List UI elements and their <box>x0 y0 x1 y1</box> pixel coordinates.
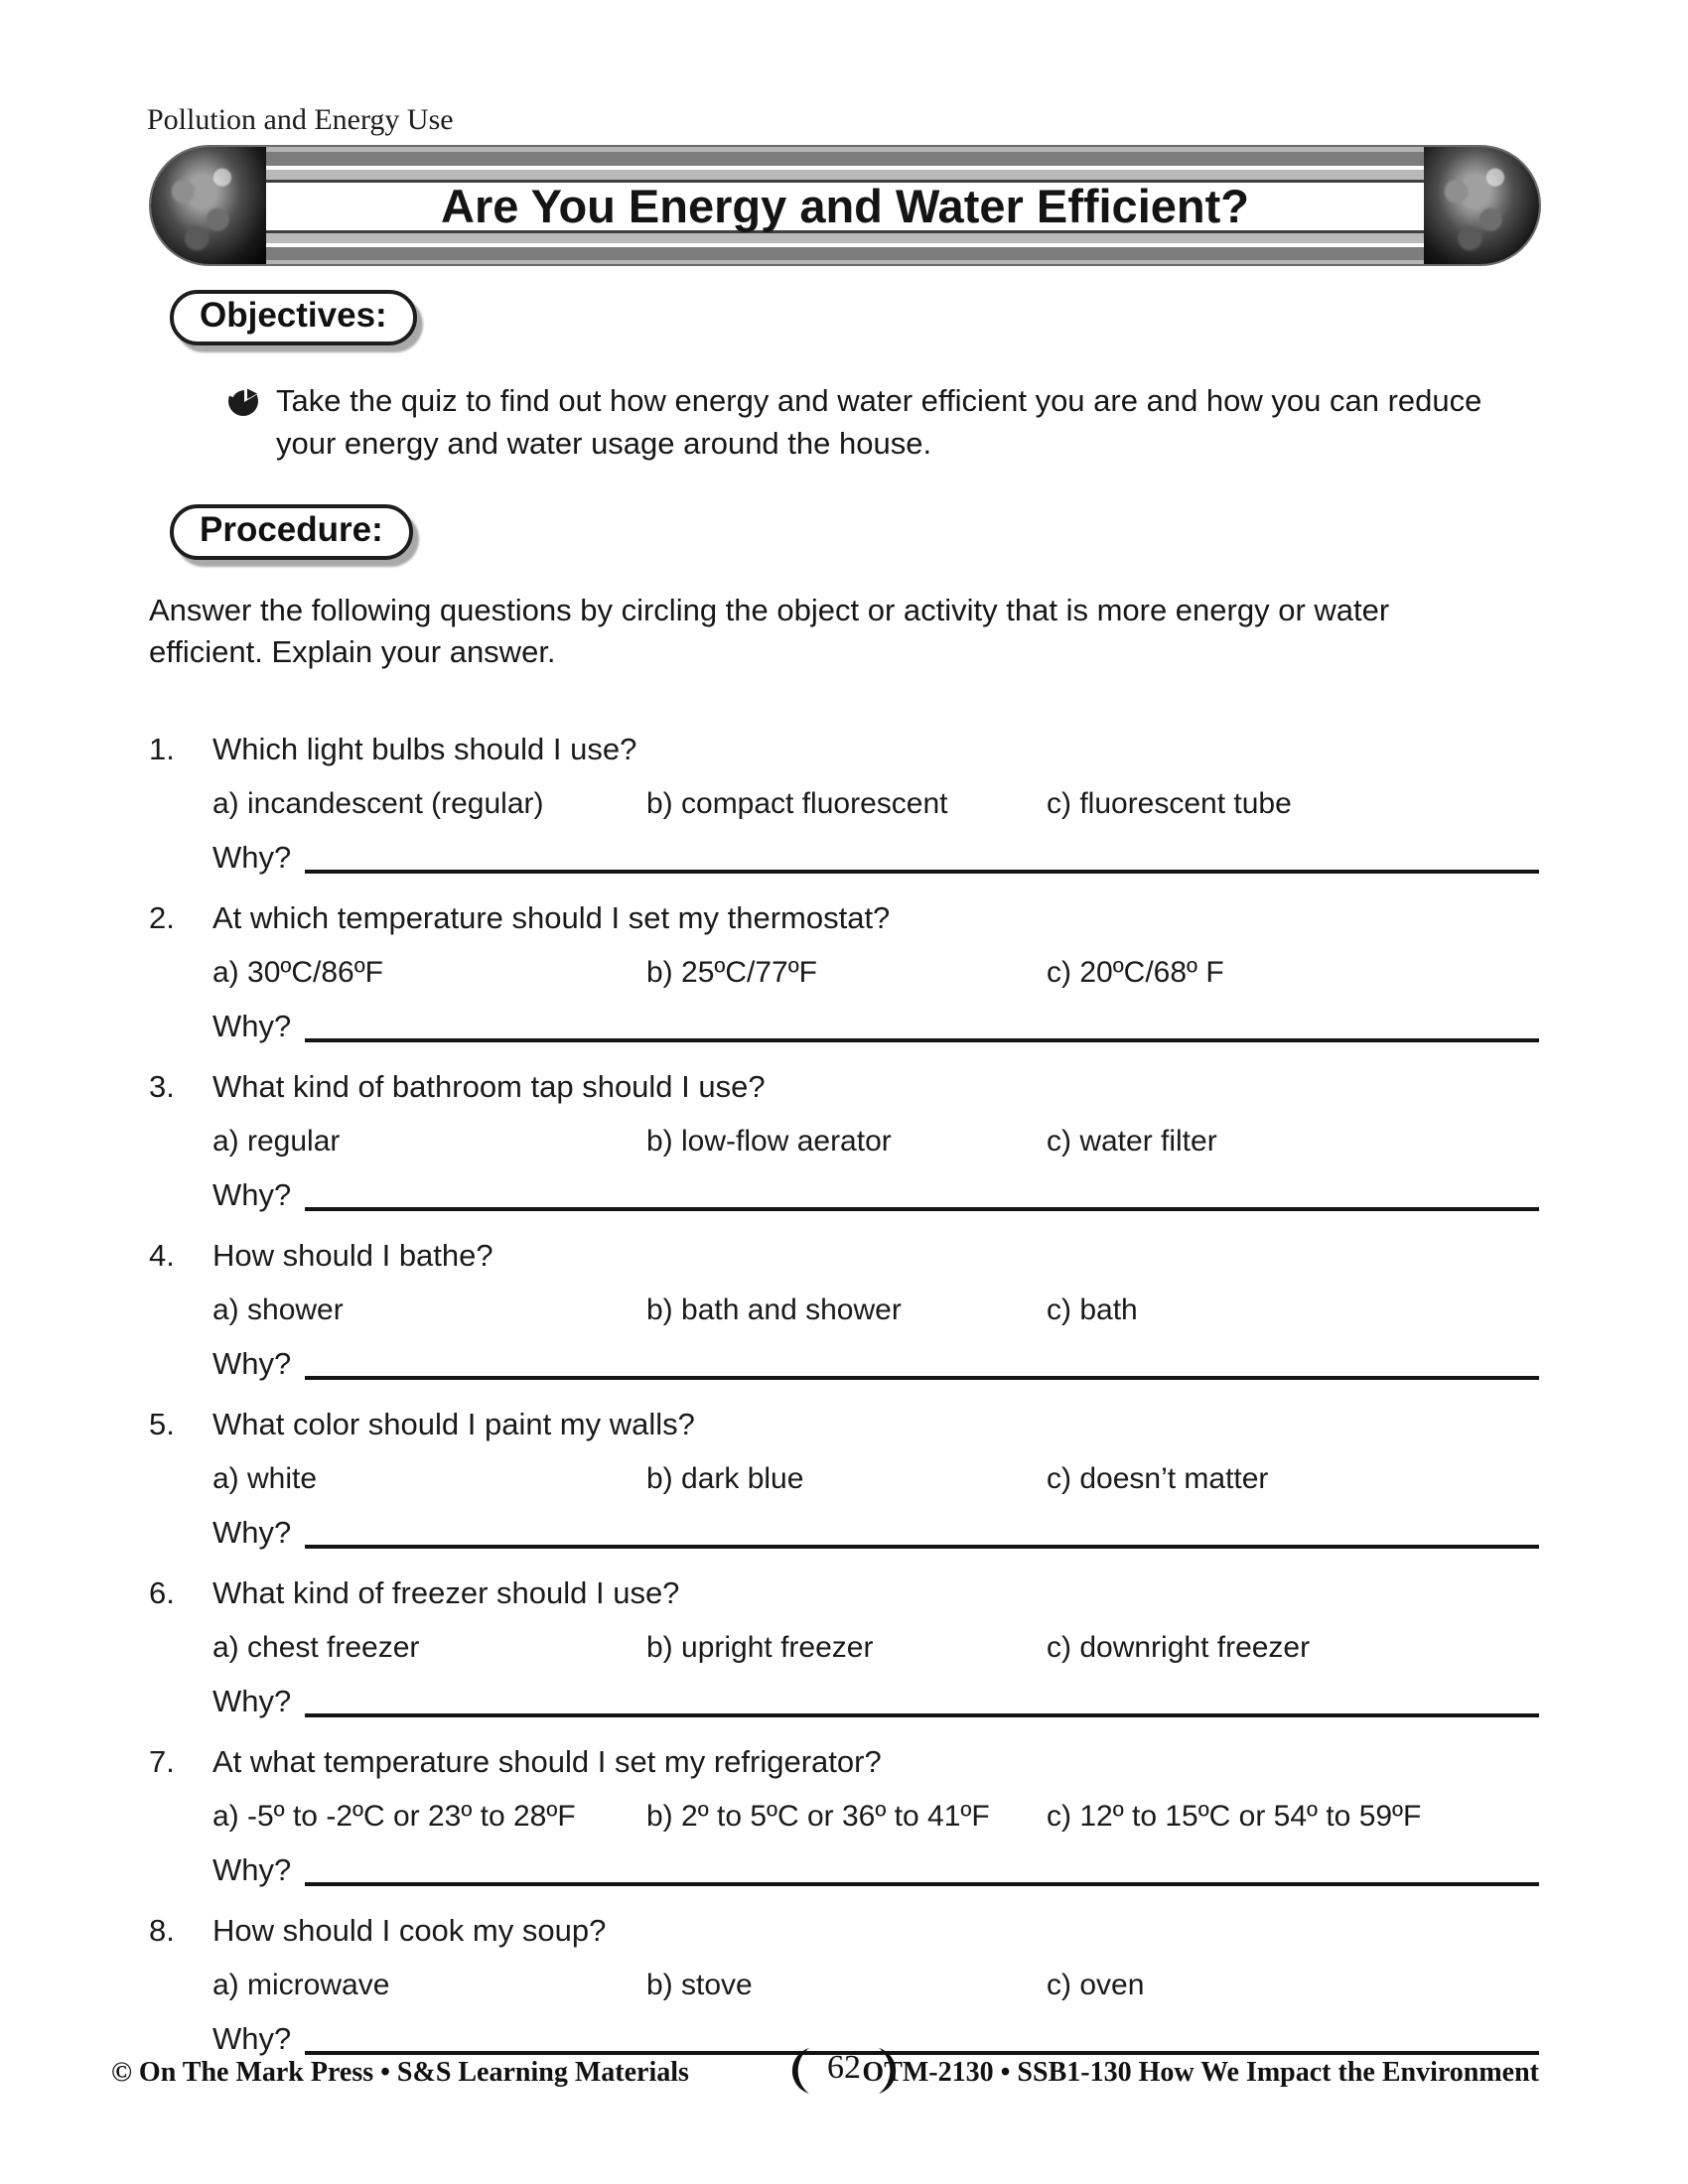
answer-line <box>305 1544 1539 1549</box>
option-c: c) doesn’t matter <box>1047 1462 1269 1495</box>
why-label: Why? <box>212 840 292 875</box>
option-b: b) bath and shower <box>646 1294 902 1326</box>
product-code: OTM-2130 • SSB1-130 How We Impact the Environment <box>862 2057 1539 2088</box>
question-text: What color should I paint my walls? <box>212 1407 695 1441</box>
question-text: At what temperature should I set my refrigerator? <box>212 1744 882 1779</box>
unit-label: Pollution and Energy Use <box>147 103 454 136</box>
questions-list <box>149 729 1539 2062</box>
objectives-heading: Objectives: <box>170 290 417 345</box>
page-number: 62 <box>827 2049 861 2086</box>
page-title: Are You Energy and Water Efficient? <box>441 179 1249 232</box>
publisher-credit: © On The Mark Press • S&S Learning Materials <box>111 2057 689 2088</box>
question-number: 6. <box>149 1575 175 1610</box>
why-label: Why? <box>212 1177 292 1212</box>
question-text: At which temperature should I set my thermostat? <box>212 900 891 935</box>
procedure-heading: Procedure: <box>170 504 413 560</box>
why-label: Why? <box>212 1515 292 1550</box>
question-number: 7. <box>149 1744 175 1779</box>
option-b: b) 25ºC/77ºF <box>646 956 817 989</box>
question-number: 3. <box>149 1069 175 1104</box>
option-c: c) 12º to 15ºC or 54º to 59ºF <box>1047 1800 1422 1833</box>
why-label: Why? <box>212 1684 292 1718</box>
option-c: c) water filter <box>1047 1125 1217 1158</box>
option-c: c) downright freezer <box>1047 1631 1311 1664</box>
question-number: 1. <box>149 732 175 766</box>
answer-line <box>305 1375 1539 1380</box>
option-b: b) dark blue <box>646 1462 804 1495</box>
page-footer <box>0 2041 1688 2093</box>
option-b: b) 2º to 5ºC or 36º to 41ºF <box>646 1800 990 1833</box>
option-b: b) low-flow aerator <box>646 1125 892 1158</box>
question-block <box>149 1910 1539 2062</box>
answer-line <box>305 1037 1539 1042</box>
option-a: a) regular <box>212 1125 341 1158</box>
question-text: What kind of freezer should I use? <box>212 1575 680 1610</box>
question-block <box>149 1235 1539 1387</box>
why-label: Why? <box>212 1852 292 1887</box>
question-block <box>149 729 1539 881</box>
option-c: c) bath <box>1047 1294 1138 1326</box>
why-label: Why? <box>212 1009 292 1043</box>
procedure-intro: Answer the following questions by circling the object or activity that is more energy or water efficient. Explain your answer. <box>149 593 1390 669</box>
title-banner <box>149 145 1541 266</box>
earth-photo-right-icon <box>1424 147 1539 264</box>
question-number: 8. <box>149 1913 175 1948</box>
answer-line <box>305 1881 1539 1886</box>
option-a: a) white <box>212 1462 318 1495</box>
option-c: c) oven <box>1047 1969 1145 2001</box>
option-a: a) incandescent (regular) <box>212 787 544 820</box>
why-label: Why? <box>212 1346 292 1381</box>
page-marker-left-icon <box>785 2045 815 2097</box>
answer-line <box>305 869 1539 874</box>
option-a: a) 30ºC/86ºF <box>212 956 383 989</box>
option-b: b) stove <box>646 1969 753 2001</box>
circular-arrow-icon <box>226 384 260 423</box>
answer-line <box>305 1712 1539 1717</box>
option-b: b) compact fluorescent <box>646 787 948 820</box>
why-label: Why? <box>212 2021 292 2056</box>
earth-photo-left-icon <box>151 147 266 264</box>
question-block <box>149 1066 1539 1218</box>
question-block <box>149 1741 1539 1893</box>
option-c: c) fluorescent tube <box>1047 787 1292 820</box>
question-block <box>149 1572 1539 1724</box>
option-a: a) shower <box>212 1294 344 1326</box>
question-text: How should I cook my soup? <box>212 1913 607 1948</box>
question-number: 4. <box>149 1238 175 1273</box>
question-text: Which light bulbs should I use? <box>212 732 637 766</box>
question-block <box>149 1404 1539 1556</box>
option-a: a) microwave <box>212 1969 390 2001</box>
objective-text: Take the quiz to find out how energy and water efficient you are and how you can reduce your energy and water usage around the house. <box>276 383 1482 461</box>
option-b: b) upright freezer <box>646 1631 874 1664</box>
option-c: c) 20ºC/68º F <box>1047 956 1224 989</box>
question-block <box>149 897 1539 1049</box>
question-number: 5. <box>149 1407 175 1441</box>
option-a: a) chest freezer <box>212 1631 420 1664</box>
worksheet-content <box>149 290 1539 2079</box>
question-text: How should I bathe? <box>212 1238 493 1273</box>
objective-item <box>226 379 1539 465</box>
option-a: a) -5º to -2ºC or 23º to 28ºF <box>212 1800 576 1833</box>
question-text: What kind of bathroom tap should I use? <box>212 1069 766 1104</box>
question-number: 2. <box>149 900 175 935</box>
answer-line <box>305 1206 1539 1211</box>
